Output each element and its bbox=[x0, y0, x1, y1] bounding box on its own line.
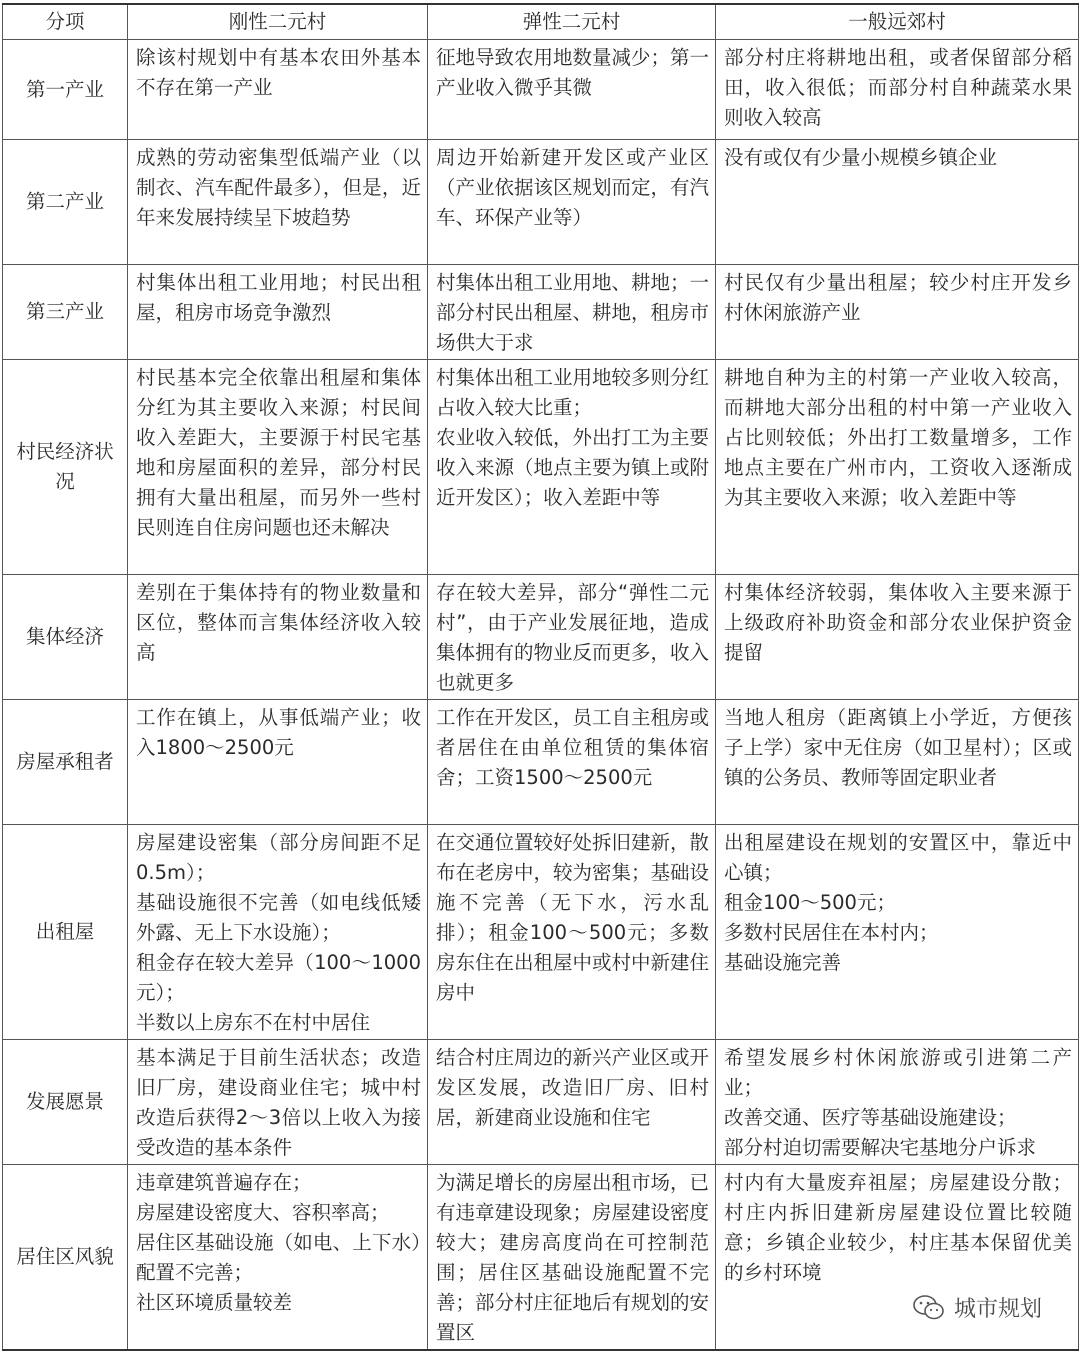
table-cell: 结合村庄周边的新兴产业区或开发区发展，改造旧厂房、旧村居，新建商业设施和住宅 bbox=[428, 1040, 716, 1165]
table-cell: 耕地自种为主的村第一产业收入较高，而耕地大部分出租的村中第一产业收入占比则较低；外出打工数量增多，工作地点主要在广州市内，工资收入逐渐成为其主要收入来源；收入差距中等 bbox=[716, 360, 1079, 575]
table-cell: 成熟的劳动密集型低端产业（以制衣、汽车配件最多），但是，近年来发展持续呈下坡趋势 bbox=[128, 140, 428, 265]
table-cell: 工作在开发区，员工自主租房或者居住在由单位租赁的集体宿舍；工资1500～2500元 bbox=[428, 700, 716, 825]
table-row bbox=[3, 700, 1079, 825]
table-cell: 村集体出租工业用地较多则分红占收入较大比重； 农业收入较低，外出打工为主要收入来源（地点主要为镇上或附近开发区）；收入差距中等 bbox=[428, 360, 716, 575]
table-cell: 征地导致农用地数量减少；第一产业收入微乎其微 bbox=[428, 40, 716, 140]
table-row bbox=[3, 140, 1079, 265]
table-cell: 村集体出租工业用地、耕地；一部分村民出租屋、耕地，租房市场供大于求 bbox=[428, 265, 716, 360]
table-cell: 工作在镇上，从事低端产业；收入1800～2500元 bbox=[128, 700, 428, 825]
row-label: 居住区风貌 bbox=[3, 1165, 128, 1350]
header-category: 分项 bbox=[3, 4, 128, 40]
table-cell: 基本满足于目前生活状态；改造旧厂房，建设商业住宅；城中村改造后获得2～3倍以上收入为接受改造的基本条件 bbox=[128, 1040, 428, 1165]
table-cell: 村集体经济较弱，集体收入主要来源于上级政府补助资金和部分农业保护资金提留 bbox=[716, 575, 1079, 700]
watermark-text: 城市规划 bbox=[953, 1297, 1042, 1322]
table-cell: 差别在于集体持有的物业数量和区位，整体而言集体经济收入较高 bbox=[128, 575, 428, 700]
row-label: 第一产业 bbox=[3, 40, 128, 140]
table-row bbox=[3, 1040, 1079, 1165]
row-label: 房屋承租者 bbox=[3, 700, 128, 825]
table-cell: 存在较大差异，部分“弹性二元村”，由于产业发展征地，造成集体拥有的物业反而更多，收入也就更多 bbox=[428, 575, 716, 700]
table-cell: 村集体出租工业用地；村民出租屋，租房市场竞争激烈 bbox=[128, 265, 428, 360]
comparison-table bbox=[2, 3, 1079, 1351]
table-cell: 村民仅有少量出租屋；较少村庄开发乡村休闲旅游产业 bbox=[716, 265, 1079, 360]
table-cell: 为满足增长的房屋出租市场，已有违章建设现象；房屋建设密度较大；建房高度尚在可控制范围；居住区基础设施配置不完善；部分村庄征地后有规划的安置区 bbox=[428, 1165, 716, 1350]
table-row bbox=[3, 575, 1079, 700]
table-row bbox=[3, 825, 1079, 1040]
row-label: 村民经济状况 bbox=[3, 360, 128, 575]
table-cell: 出租屋建设在规划的安置区中，靠近中心镇； 租金100～500元； 多数村民居住在本村内； 基础设施完善 bbox=[716, 825, 1079, 1040]
row-label: 第二产业 bbox=[3, 140, 128, 265]
table-cell: 村民基本完全依靠出租屋和集体分红为其主要收入来源；村民间收入差距大，主要源于村民宅基地和房屋面积的差异，部分村民拥有大量出租屋，而另外一些村民则连自住房问题也还未解决 bbox=[128, 360, 428, 575]
table-cell: 当地人租房（距离镇上小学近，方便孩子上学）家中无住房（如卫星村）；区或镇的公务员、教师等固定职业者 bbox=[716, 700, 1079, 825]
table-cell: 没有或仅有少量小规模乡镇企业 bbox=[716, 140, 1079, 265]
table-row bbox=[3, 40, 1079, 140]
header-elastic-village: 弹性二元村 bbox=[428, 4, 716, 40]
table-row bbox=[3, 265, 1079, 360]
row-label: 集体经济 bbox=[3, 575, 128, 700]
table-cell: 在交通位置较好处拆旧建新，散布在老房中，较为密集；基础设施不完善（无下水，污水乱排）；租金100～500元；多数房东住在出租屋中或村中新建住房中 bbox=[428, 825, 716, 1040]
wechat-icon bbox=[912, 1294, 946, 1322]
table-cell: 周边开始新建开发区或产业区（产业依据该区规划而定，有汽车、环保产业等） bbox=[428, 140, 716, 265]
watermark bbox=[912, 1292, 1042, 1323]
table-cell: 村内有大量废弃祖屋；房屋建设分散；村庄内拆旧建新房屋建设位置比较随意；乡镇企业较少，村庄基本保留优美的乡村环境 bbox=[716, 1165, 1079, 1350]
table-cell: 房屋建设密集（部分房间距不足0.5m）； 基础设施很不完善（如电线低矮外露、无上下水设施）； 租金存在较大差异（100～1000元）； 半数以上房东不在村中居住 bbox=[128, 825, 428, 1040]
row-label: 发展愿景 bbox=[3, 1040, 128, 1165]
header-suburban-village: 一般远郊村 bbox=[716, 4, 1079, 40]
table-cell: 除该村规划中有基本农田外基本不存在第一产业 bbox=[128, 40, 428, 140]
header-row bbox=[3, 4, 1079, 40]
table-cell: 违章建筑普遍存在； 房屋建设密度大、容积率高； 居住区基础设施（如电、上下水）配置不完善； 社区环境质量较差 bbox=[128, 1165, 428, 1350]
table-row bbox=[3, 360, 1079, 575]
header-rigid-village: 刚性二元村 bbox=[128, 4, 428, 40]
table-cell: 部分村庄将耕地出租，或者保留部分稻田，收入很低；而部分村自种蔬菜水果则收入较高 bbox=[716, 40, 1079, 140]
row-label: 出租屋 bbox=[3, 825, 128, 1040]
row-label: 第三产业 bbox=[3, 265, 128, 360]
table-cell: 希望发展乡村休闲旅游或引进第二产业； 改善交通、医疗等基础设施建设； 部分村迫切需要解决宅基地分户诉求 bbox=[716, 1040, 1079, 1165]
